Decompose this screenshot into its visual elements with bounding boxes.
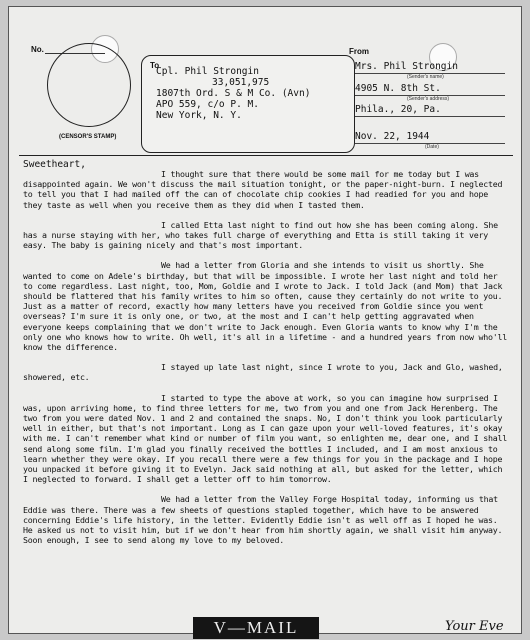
sender-address-caption: (Sender's address) [407, 96, 450, 102]
letter-paragraph: I stayed up late last night, since I wrote to you, Jack and Glo, washed, showered, etc. [23, 362, 503, 383]
sender-name: Mrs. Phil Strongin [355, 61, 505, 74]
sender-street: 4905 N. 8th St. [355, 83, 505, 96]
signature: Your Eve [445, 619, 504, 634]
to-label: To [150, 61, 160, 70]
from-label: From [349, 47, 369, 56]
recipient-serial: 33,051,975 [212, 77, 270, 88]
recipient-unit: 1807th Ord. S & M Co. (Avn) [156, 88, 311, 99]
header-divider [19, 155, 513, 156]
recipient-apo: APO 559, c/o P. M. [156, 99, 259, 110]
letter-paragraph: I thought sure that there would be some mail for me today but I was disappointed again. We won't discuss the mail situation tonight, or the paper-night-burn. I neglected to tell you that I had mailed off the can of chocolate chip cookies I had readied for you and hope they taste as well when you receive them as they did when I tasted them. [23, 169, 503, 210]
letter-paragraph: We had a letter from the Valley Forge Hospital today, informing us that Eddie was there. There was a few sheets of questions stapled together, which have to be answered concerning Eddie's life history, in the letter. Evidently Eddie isn't as well off as I hoped he was. He asked us not to visit him, but if we don't hear from him shortly again, we shall visit him anyway. Soon enough, I see to send along my love to my beloved. [23, 494, 503, 546]
censor-stamp-circle [47, 43, 131, 127]
vmail-form [8, 6, 522, 637]
letter-paragraph: We had a letter from Gloria and she intends to visit us shortly. She wanted to come on Adele's birthday, but that will be impossible. I wrote her last night and told her to come regardless. Last night, too, Mom, Goldie and I wrote to Jack. I told Jack (and Mom) that Jack should be flattered that his family writes to him so often, cause they certainly do not write to you. Just as a matter of record, exactly how many letters have you received from Goldie since you went overseas? I'm sure it is only one, or two, at the most and I can't help getting aggravated when everyone keeps complaining that we don't write to Jack enough. Even Gloria wants to know why I'm the only one who knows how to write. Oh well, it's all in a lifetime - and a hundred years from now who'll know the difference. [23, 260, 508, 353]
salutation: Sweetheart, [23, 159, 86, 170]
letter-date: Nov. 22, 1944 [355, 131, 505, 144]
number-label: No. [31, 45, 44, 54]
sender-city: Phila., 20, Pa. [355, 104, 505, 117]
letter-body [23, 169, 511, 556]
recipient-address-box [141, 55, 355, 153]
recipient-name: Cpl. Phil Strongin [156, 66, 259, 77]
vmail-banner: V—MAIL [193, 617, 319, 639]
date-caption: (Date) [425, 144, 439, 150]
recipient-city: New York, N. Y. [156, 110, 242, 121]
censor-stamp-label: (CENSOR'S STAMP) [59, 134, 117, 140]
letter-paragraph: I called Etta last night to find out how she has been coming along. She has a nurse staying with her, who takes full charge of everything and Etta is still taking it very easy. The baby is gaining nicely and that's most important. [23, 219, 498, 251]
letter-paragraph: I started to type the above at work, so you can imagine how surprised I was, upon arriving home, to find three letters for me, two from you and one from Jack Herenberg. The two from you were dated Nov. 1 and 2 and contained the snaps. No, I don't think you look particularly well in either, but that's not important. Long as I can gaze upon your well-loved features, it's okay with me. I can't remember what kind or number of film you want, so enlighten me, dear one, and I shall send along some film. I'm glad you finally received the bottles I included, and I am most anxious to learn whether they were okay. If you recall there were a few things for you in the package and I hope you unpacked it before giving it to Evelyn. Jack said nothing at all, but asked for the letter, which I neglected to forward. I shall get a letter off to him tomorrow. [23, 392, 508, 485]
sender-name-caption: (Sender's name) [407, 74, 444, 80]
